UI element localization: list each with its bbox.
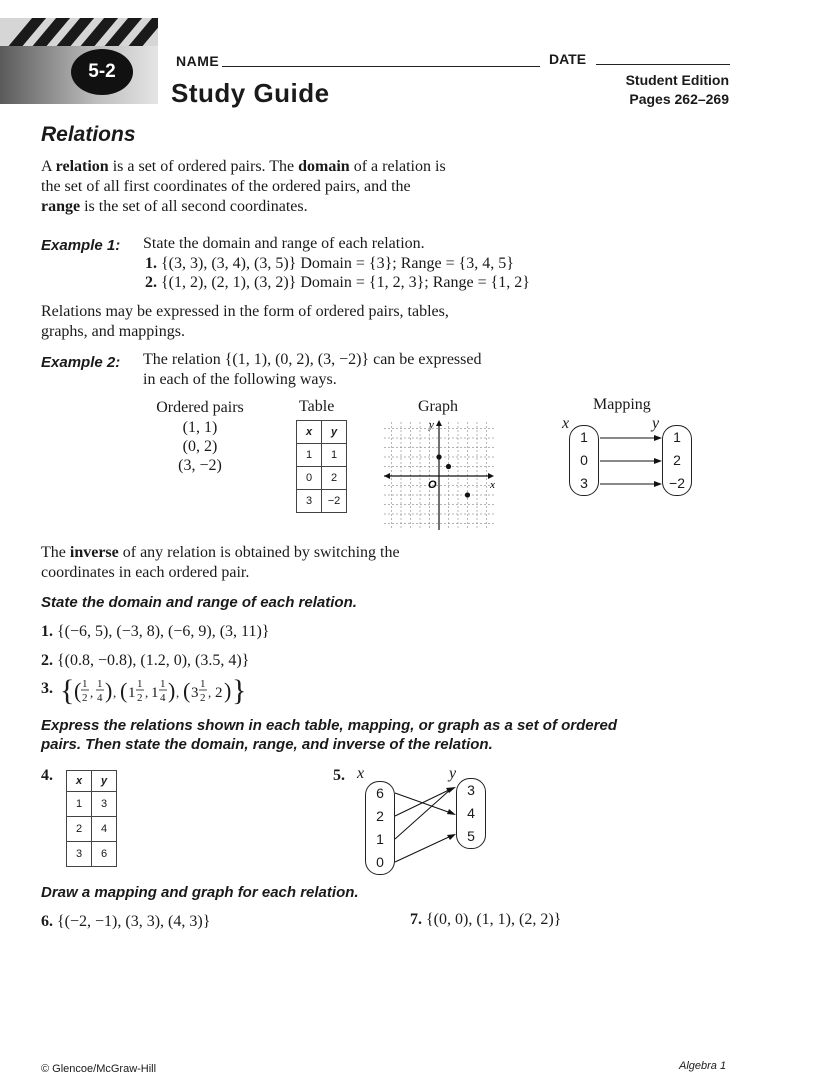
question-3 (41, 679, 53, 699)
table-cell: 1 (322, 444, 347, 467)
question-2 (41, 651, 249, 671)
question-number: 7. (410, 911, 422, 928)
table-row (67, 792, 117, 817)
item-text: {(1, 2), (2, 1), (3, 2)} Domain = {1, 2, 3}; Range = {1, 2} (161, 274, 530, 291)
graph-origin-label: O (428, 479, 437, 491)
table-row (297, 490, 347, 513)
q5-y-label: y (449, 765, 457, 782)
numerator: 1 (137, 678, 143, 690)
paren: ( (183, 678, 191, 703)
date-field[interactable] (596, 64, 730, 65)
range-value: 4 (467, 805, 475, 821)
table-row (297, 467, 347, 490)
intro-text: A (41, 158, 56, 175)
numerator: 1 (82, 678, 88, 690)
arrow-head (447, 809, 456, 815)
table-header-y: y (322, 421, 347, 444)
mapping-arrow (395, 836, 451, 862)
domain-value: 1 (376, 831, 384, 847)
comma: , (176, 685, 180, 700)
table-cell: 3 (67, 842, 92, 867)
pair-3: (3, −2) (178, 457, 222, 474)
paragraph-line: coordinates in each ordered pair. (41, 564, 250, 581)
denominator: 2 (82, 692, 88, 704)
arrow-head (654, 435, 662, 441)
mapping-domain-oval (569, 425, 599, 496)
paragraph-line: Relations may be expressed in the form of ordered pairs, tables, (41, 303, 449, 320)
graph-point (446, 464, 451, 469)
range-value: 2 (673, 452, 681, 468)
table-row (67, 817, 117, 842)
question-4-number: 4. (41, 767, 53, 784)
term-range: range (41, 198, 81, 215)
intro-paragraph (41, 157, 601, 217)
name-label: NAME (176, 53, 220, 69)
table-row (297, 444, 347, 467)
whole-number: 1 (128, 685, 136, 701)
comma: , (90, 685, 94, 700)
question-number: 6. (41, 913, 53, 930)
name-field[interactable] (222, 66, 540, 67)
comma: , (113, 685, 117, 700)
denominator: 2 (200, 692, 206, 704)
domain-value: 0 (376, 854, 384, 870)
table-heading: Table (299, 398, 335, 415)
numerator: 1 (97, 678, 103, 690)
instruction-line: Express the relations shown in each table, mapping, or graph as a set of ordered (41, 717, 617, 734)
term-relation: relation (55, 158, 109, 175)
range-value: 5 (467, 828, 475, 844)
table-cell: 3 (297, 490, 322, 513)
example-table (296, 420, 347, 513)
q5-mapping-arrows (393, 778, 457, 874)
x-axis-arrow-left (384, 473, 390, 479)
q5-domain-oval (365, 781, 395, 875)
question-5-number: 5. (333, 767, 345, 784)
whole-number: 1 (151, 685, 159, 701)
q5-x-label: x (357, 765, 365, 782)
date-label: DATE (549, 51, 587, 67)
instruction-express-relations (41, 716, 617, 754)
coordinate-graph (384, 418, 500, 530)
table-header-x: x (67, 771, 92, 792)
y-axis-arrow (436, 420, 442, 426)
item-text: {(3, 3), (3, 4), (3, 5)} Domain = {3}; Range = {3, 4, 5} (161, 255, 514, 272)
table-cell: 1 (67, 792, 92, 817)
comma: , (145, 685, 149, 700)
question-text: {(0, 0), (1, 1), (2, 2)} (426, 911, 562, 928)
paren: ( (74, 678, 82, 703)
mapping-x-label: x (562, 415, 570, 432)
example1-text: State the domain and range of each relation. (143, 235, 425, 252)
arrow-head (654, 481, 662, 487)
table-header-x: x (297, 421, 322, 444)
range-value: 3 (467, 782, 475, 798)
question-1 (41, 622, 269, 642)
domain-value: 2 (376, 808, 384, 824)
graph-y-label: y (429, 419, 434, 431)
term-domain: domain (298, 158, 350, 175)
question-number: 1. (41, 623, 53, 640)
pages-label: Pages 262–269 (629, 91, 729, 107)
paren: ) (224, 678, 232, 703)
table-cell: 0 (297, 467, 322, 490)
table-cell: 2 (322, 467, 347, 490)
paragraph-line: graphs, and mappings. (41, 323, 185, 340)
example2-text (143, 350, 481, 390)
ordered-pairs-heading: Ordered pairs (156, 399, 244, 416)
item-number: 1. (145, 255, 157, 272)
question-3-expression (60, 673, 250, 709)
copyright: © Glencoe/McGraw-Hill (41, 1063, 157, 1075)
whole-number: 3 (191, 685, 199, 701)
question-text: {(−6, 5), (−3, 8), (−6, 9), (3, 11)} (57, 623, 270, 640)
denominator: 4 (97, 692, 103, 704)
question-7 (410, 910, 561, 930)
table-cell: 2 (67, 817, 92, 842)
paragraph-line: The relation {(1, 1), (0, 2), (3, −2)} can be expressed (143, 351, 482, 368)
q5-range-oval (456, 778, 486, 849)
question-4-table (66, 770, 117, 867)
brace-close: } (232, 674, 247, 707)
graph-point (465, 492, 470, 497)
table-header-y: y (92, 771, 117, 792)
question-number: 3. (41, 680, 53, 697)
denominator: 2 (137, 692, 143, 704)
arrow-head (654, 458, 662, 464)
paren: ) (168, 678, 176, 703)
domain-value: 3 (580, 475, 588, 491)
graph-heading: Graph (418, 398, 458, 415)
whole-number: 2 (215, 685, 223, 701)
pair-2: (0, 2) (182, 438, 218, 455)
intro-text: is the set of all second coordinates. (80, 198, 308, 215)
arrow-head (447, 834, 456, 840)
edition-label: Student Edition (625, 72, 729, 88)
course-name: Algebra 1 (679, 1060, 727, 1072)
term-inverse: inverse (69, 544, 119, 561)
mapping-arrow (395, 789, 451, 816)
range-value: −2 (669, 475, 685, 491)
pair-1: (1, 1) (182, 419, 218, 436)
instruction-line: pairs. Then state the domain, range, and inverse of the relation. (41, 736, 493, 753)
instruction-domain-range: State the domain and range of each relation. (41, 594, 357, 611)
question-6 (41, 912, 210, 932)
instruction-draw-mapping: Draw a mapping and graph for each relation. (41, 884, 359, 901)
question-text: {(−2, −1), (3, 3), (4, 3)} (57, 913, 211, 930)
domain-value: 6 (376, 785, 384, 801)
comma: , (208, 685, 212, 700)
domain-value: 0 (580, 452, 588, 468)
mapping-heading: Mapping (593, 396, 651, 413)
graph-x-label: x (490, 479, 495, 491)
inverse-paragraph (41, 543, 400, 583)
example2-label: Example 2: (41, 354, 121, 371)
item-number: 2. (145, 274, 157, 291)
section-title: Relations (41, 123, 136, 146)
question-number: 2. (41, 652, 53, 669)
mapping-range-oval (662, 425, 692, 496)
table-cell: 6 (92, 842, 117, 867)
table-cell: 3 (92, 792, 117, 817)
mapping-arrows (598, 425, 664, 497)
example1-label: Example 1: (41, 237, 121, 254)
question-text: {(0.8, −0.8), (1.2, 0), (3.5, 4)} (57, 652, 250, 669)
denominator: 4 (160, 692, 166, 704)
graph-point (436, 454, 441, 459)
mapping-y-label: y (652, 415, 660, 432)
domain-value: 1 (580, 429, 588, 445)
paren: ) (105, 678, 113, 703)
table-cell: 1 (297, 444, 322, 467)
lesson-number: 5-2 (71, 49, 133, 95)
range-value: 1 (673, 429, 681, 445)
relations-forms-paragraph (41, 302, 449, 342)
numerator: 1 (160, 678, 166, 690)
intro-text: of a relation is (349, 158, 446, 175)
edition-info (626, 71, 729, 109)
page-title: Study Guide (171, 78, 330, 108)
table-row (67, 842, 117, 867)
ordered-pairs-block (145, 398, 255, 475)
table-cell: −2 (322, 490, 347, 513)
paren: ( (120, 678, 128, 703)
intro-text: is a set of ordered pairs. The (108, 158, 299, 175)
example1-item2 (145, 273, 530, 293)
example1-item1 (145, 254, 514, 274)
table-cell: 4 (92, 817, 117, 842)
intro-text: the set of all first coordinates of the ordered pairs, and the (41, 178, 411, 195)
paragraph-text: The (41, 544, 70, 561)
paragraph-line: in each of the following ways. (143, 371, 337, 388)
brace-open: { (60, 674, 75, 707)
paragraph-text: of any relation is obtained by switching the (118, 544, 400, 561)
numerator: 1 (200, 678, 206, 690)
